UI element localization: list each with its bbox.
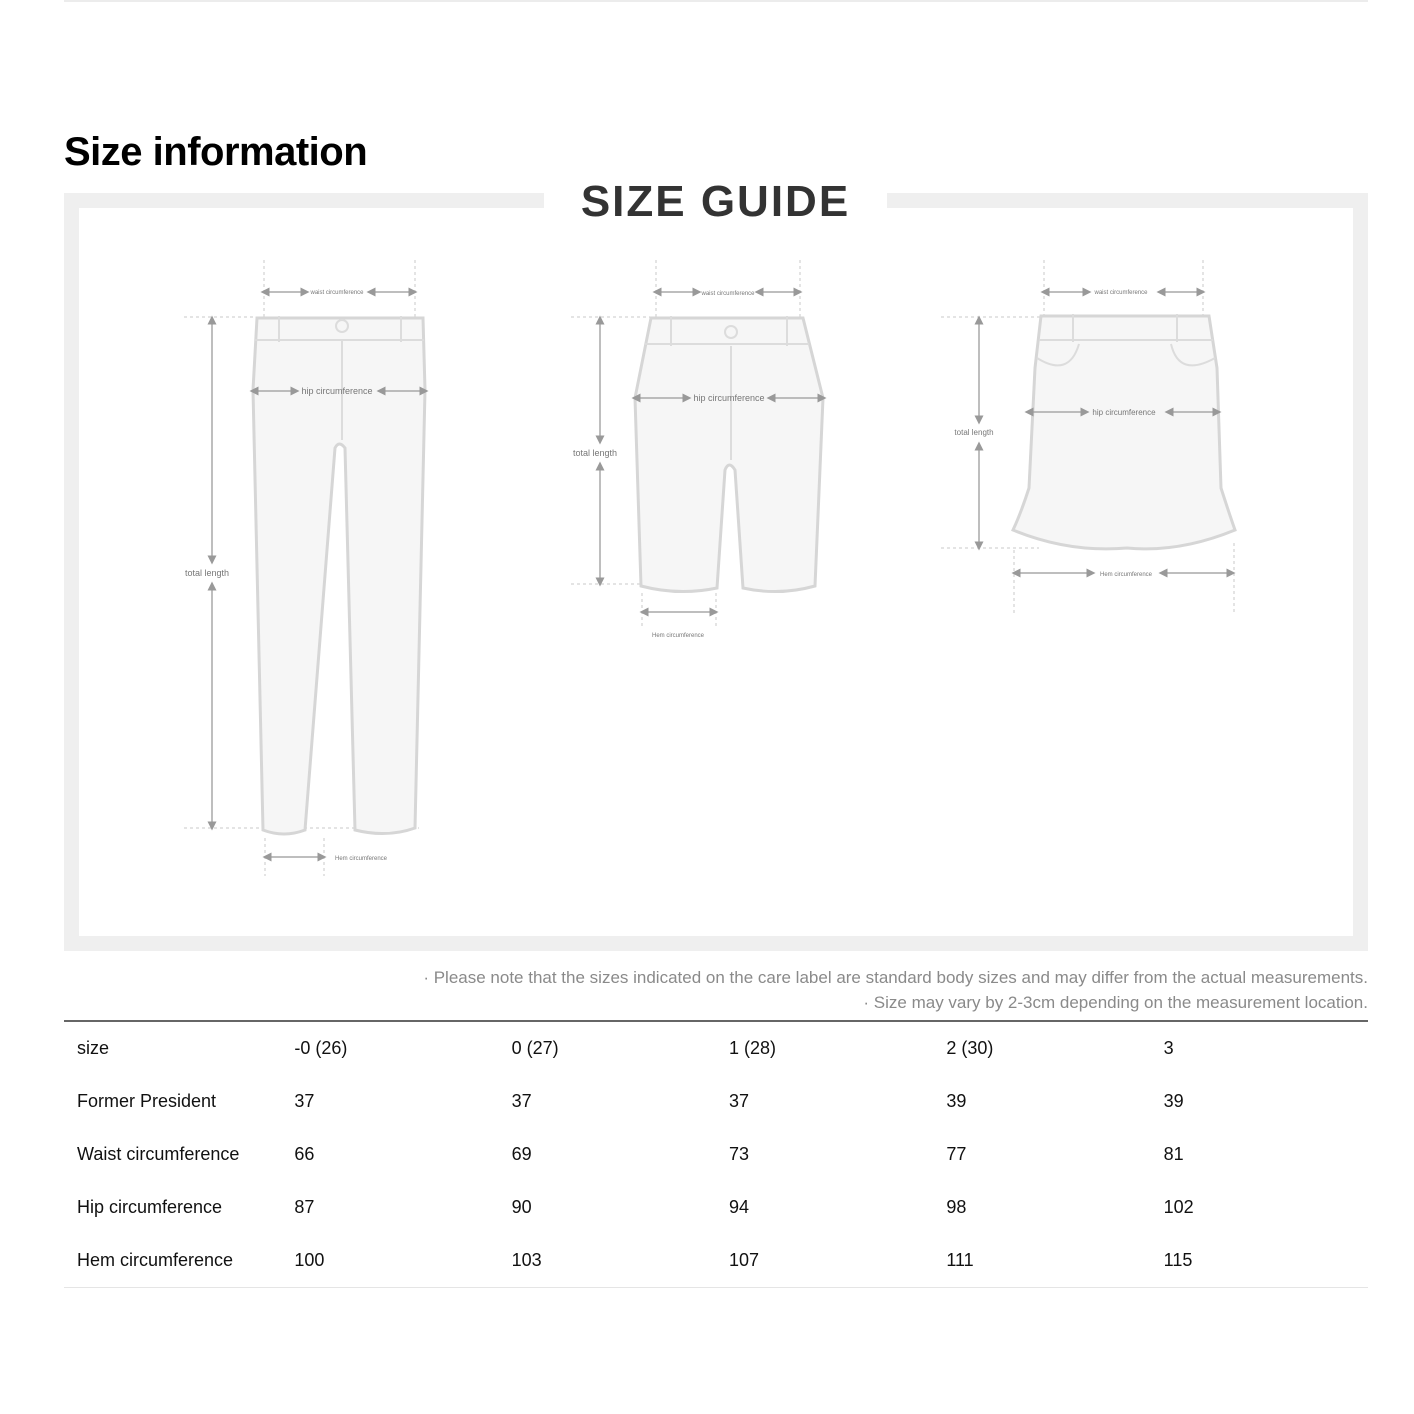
size-table [64, 1020, 1368, 1288]
pants-hip-label: hip circumference [301, 386, 373, 396]
table-cell: 98 [946, 1197, 967, 1217]
pants-hem-label: Hem circumference [334, 856, 388, 862]
shorts-waist-label: waist circumference [701, 291, 755, 297]
table-cell: -0 (26) [294, 1038, 348, 1058]
shorts-total-length-label: total length [572, 448, 618, 458]
table-cell: 0 (27) [511, 1038, 559, 1058]
note-measurement-variance: · Size may vary by 2-3cm depending on the measurement location. [423, 991, 1368, 1016]
size-guide-diagram [79, 208, 1353, 936]
table-cell: 102 [1163, 1197, 1194, 1217]
table-row [64, 1128, 1368, 1181]
table-cell: 111 [946, 1250, 974, 1270]
table-cell: 39 [946, 1091, 967, 1111]
row-header: size [77, 1038, 110, 1058]
shorts-hip-label: hip circumference [693, 393, 765, 403]
shorts-hem-label: Hem circumference [651, 633, 705, 639]
row-header: Hip circumference [77, 1197, 223, 1217]
table-row [64, 1021, 1368, 1075]
skirt-hip-label: hip circumference [1092, 408, 1156, 417]
table-cell: 37 [728, 1091, 750, 1111]
skirt-waist-label: waist circumference [1094, 290, 1148, 296]
table-row [64, 1234, 1368, 1288]
table-cell: 37 [294, 1091, 315, 1111]
table-row [64, 1181, 1368, 1234]
table-cell: 73 [728, 1144, 750, 1164]
table-cell: 100 [294, 1250, 325, 1270]
table-cell: 1 (28) [728, 1038, 777, 1058]
pants-waist-label: waist circumference [310, 290, 364, 296]
skirt-hem-label: Hem circumference [1099, 572, 1153, 578]
table-cell: 103 [511, 1250, 542, 1270]
page-title: Size information [64, 130, 368, 174]
table-cell: 2 (30) [946, 1038, 994, 1058]
table-cell: 94 [728, 1197, 750, 1217]
table-row [64, 1075, 1368, 1128]
table-cell: 107 [728, 1250, 760, 1270]
measurement-notes [423, 966, 1368, 1015]
table-cell: 81 [1163, 1144, 1184, 1164]
pants-total-length-label: total length [184, 568, 230, 578]
table-cell: 77 [946, 1144, 967, 1164]
table-cell: 3 [1163, 1038, 1174, 1058]
table-cell: 69 [511, 1144, 532, 1164]
size-guide-title: SIZE GUIDE [580, 177, 851, 226]
table-cell: 66 [294, 1144, 315, 1164]
table-cell: 115 [1163, 1250, 1193, 1270]
row-header: Hem circumference [77, 1250, 234, 1270]
top-divider [64, 0, 1368, 2]
skirt-total-length-label: total length [954, 428, 994, 437]
table-cell: 87 [294, 1197, 315, 1217]
row-header: Waist circumference [77, 1144, 240, 1164]
table-cell: 37 [511, 1091, 532, 1111]
note-care-label: · Please note that the sizes indicated on the care label are standard body sizes and may differ from the actual measurements. [423, 966, 1368, 991]
table-cell: 39 [1163, 1091, 1184, 1111]
table-cell: 90 [511, 1197, 532, 1217]
row-header: Former President [77, 1091, 217, 1111]
